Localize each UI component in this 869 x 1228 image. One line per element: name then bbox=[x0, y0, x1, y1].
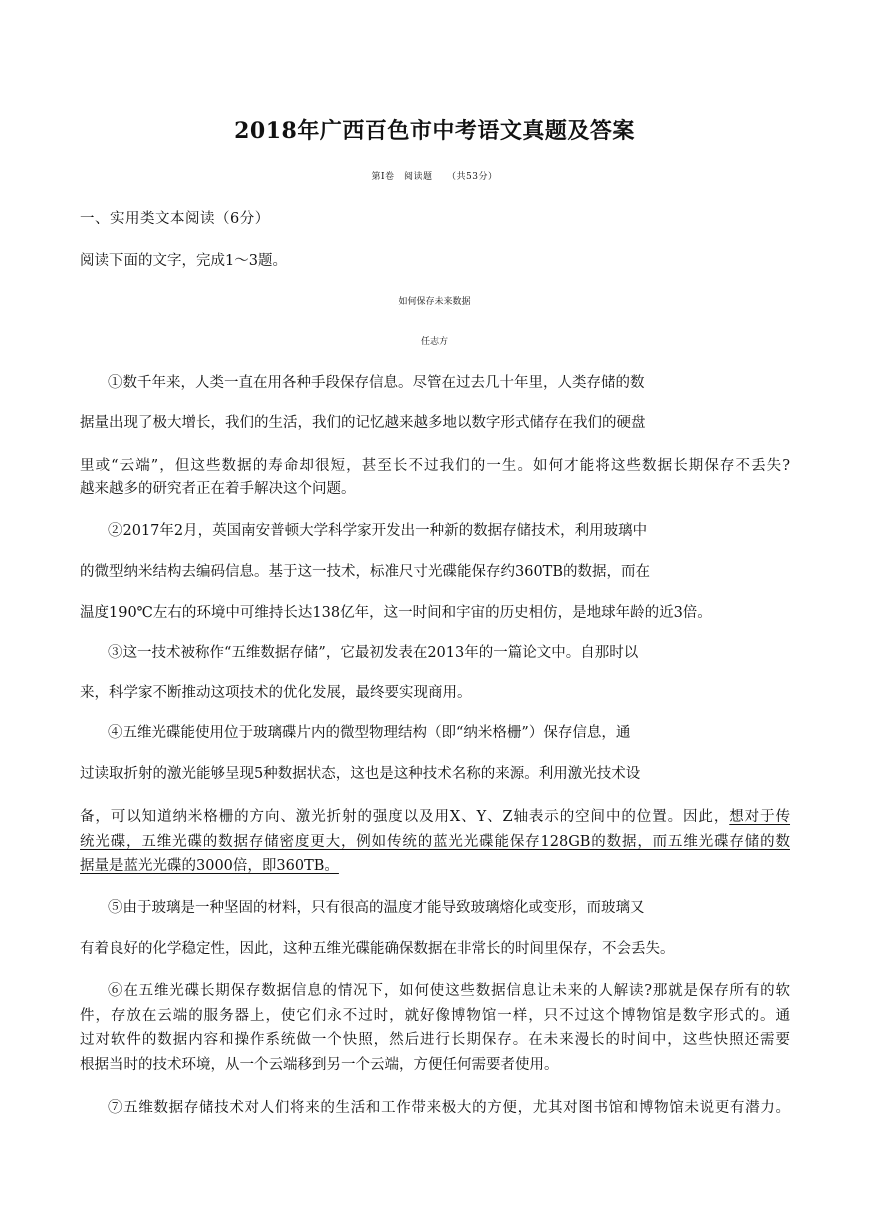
paragraph-line: 里或“云端”，但这些数据的寿命却很短，甚至长不过我们的一生。如何才能将这些数据长期保存不丢失? bbox=[80, 458, 790, 474]
underlined-line: 据量是蓝光光碟的3000倍，即360TB。 bbox=[80, 858, 339, 874]
paragraph-line: ④五维光碟能使用位于玻璃碟片内的微型物理结构（即“纳米格栅”）保存信息，通 bbox=[108, 725, 631, 741]
paragraph-line: ⑦五维数据存储技术对人们将来的生活和工作带来极大的方便，尤其对图书馆和博物馆未说更有潜力。 bbox=[108, 1100, 790, 1116]
paragraph-line: ②2017年2月，英国南安普顿大学科学家开发出一种新的数据存储技术，利用玻璃中 bbox=[108, 523, 648, 539]
paragraph-line: 过对软件的数据内容和操作系统做一个快照，然后进行长期保存。在未来漫长的时间中，这些快照还需要 bbox=[80, 1032, 790, 1048]
paragraph-line: 有着良好的化学稳定性，因此，这种五维光碟能确保数据在非常长的时间里保存，不会丢失。 bbox=[80, 941, 675, 957]
paragraph-line: 越来越多的研究者正在着手解决这个问题。 bbox=[80, 481, 356, 497]
paragraph-line: 根据当时的技术环境，从一个云端移到另一个云端，方便任何需要者使用。 bbox=[80, 1057, 559, 1073]
article-author: 任志方 bbox=[420, 337, 448, 347]
paragraph-line bbox=[80, 806, 790, 828]
instruction-text: 阅读下面的文字，完成1～3题。 bbox=[80, 253, 287, 269]
underlined-line: 统光碟，五维光碟的数据存储密度更大，例如传统的蓝光光碟能保存128GB的数据，而五维光碟存储的数 bbox=[80, 834, 790, 850]
paragraph-line: 件，存放在云端的服务器上，使它们永不过时，就好像博物馆一样，只不过这个博物馆是数字形式的。通 bbox=[80, 1008, 790, 1024]
paragraph-line: 的微型纳米结构去编码信息。基于这一技术，标准尺寸光碟能保存约360TB的数据，而在 bbox=[80, 564, 650, 580]
paragraph-line: 过读取折射的激光能够呈现5种数据状态，这也是这种技术名称的来源。利用激光技术设 bbox=[80, 766, 641, 782]
paragraph-line: ⑤由于玻璃是一种坚固的材料，只有很高的温度才能导致玻璃熔化或变形，而玻璃又 bbox=[108, 900, 645, 916]
underlined-text: 想对于传 bbox=[729, 809, 791, 825]
section-heading: 一、实用类文本阅读（6分） bbox=[80, 211, 270, 227]
paragraph-line: ①数千年来，人类一直在用各种手段保存信息。尽管在过去几十年里，人类存储的数 bbox=[108, 375, 645, 391]
paragraph-line: 据量出现了极大增长，我们的生活，我们的记忆越来越多地以数字形式储存在我们的硬盘 bbox=[80, 415, 646, 431]
paragraph-line: 来，科学家不断推动这项技术的优化发展，最终要实现商用。 bbox=[80, 685, 472, 701]
paragraph-line: 温度190℃左右的环境中可维持长达138亿年，这一时间和宇宙的历史相仿，是地球年龄的近3倍。 bbox=[80, 605, 712, 621]
page-title: 2018年广西百色市中考语文真题及答案 bbox=[234, 118, 635, 144]
volume-heading: 第Ⅰ卷 阅读题 （共53分） bbox=[371, 172, 498, 182]
article-title: 如何保存未来数据 bbox=[398, 297, 471, 307]
paragraph-line: ③这一技术被称作“五维数据存储”，它最初发表在2013年的一篇论文中。自那时以 bbox=[108, 645, 639, 661]
paragraph-line: ⑥在五维光碟长期保存数据信息的情况下，如何使这些数据信息让未来的人解读?那就是保存所有的软 bbox=[108, 983, 790, 999]
paragraph-text: 备，可以知道纳米格栅的方向、激光折射的强度以及用X、Y、Z轴表示的空间中的位置。因此， bbox=[80, 809, 730, 825]
